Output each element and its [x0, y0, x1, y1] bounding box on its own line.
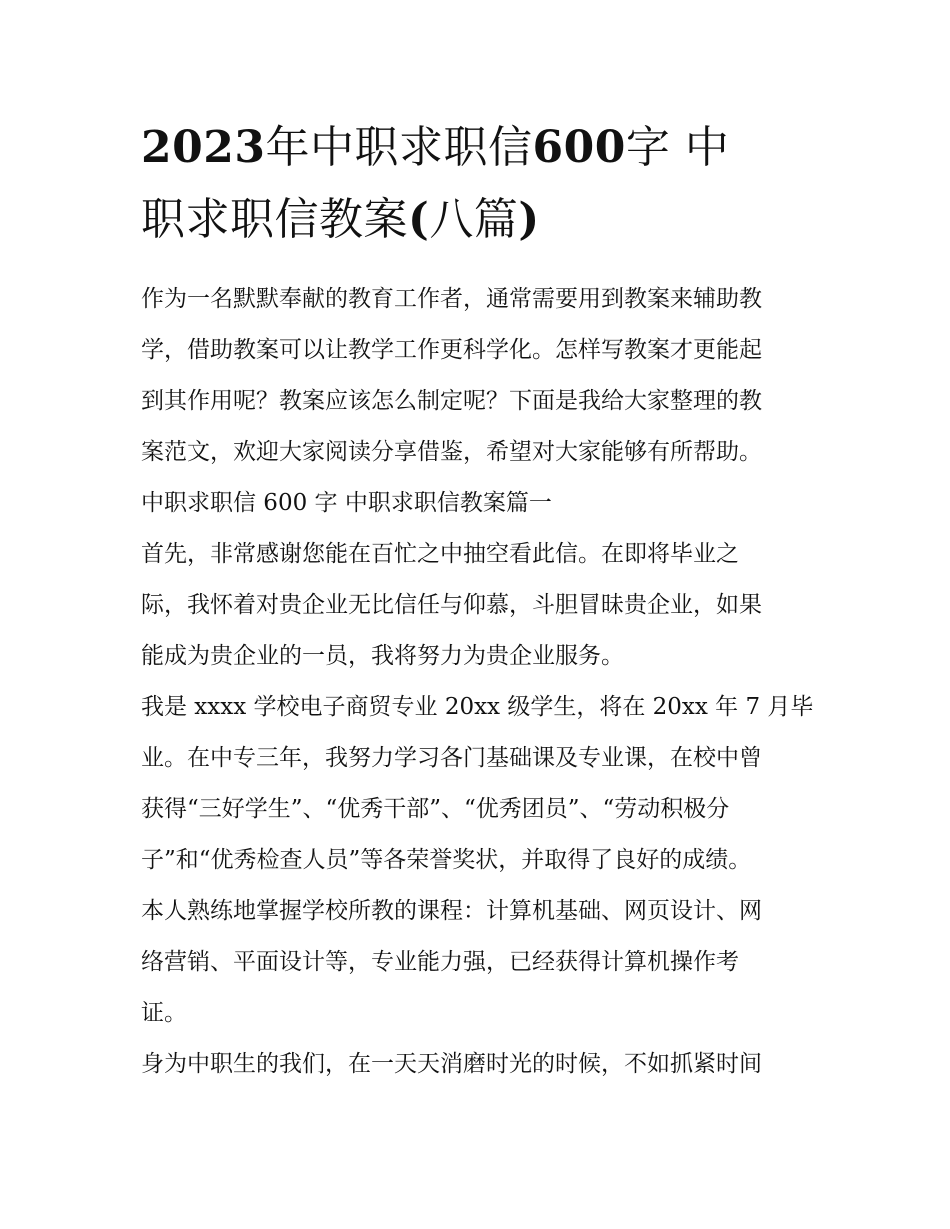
title-paren-open: (: [408, 194, 430, 245]
paragraph-opening: [141, 529, 813, 682]
document-content: [141, 112, 813, 1090]
title-text: 年中职求职信: [265, 122, 533, 173]
title-number: 600: [532, 122, 626, 173]
section-heading: [141, 478, 813, 529]
paragraph-intro: [141, 274, 813, 478]
text-line: 到其作用呢？教案应该怎么制定呢？下面是我给大家整理的教: [141, 388, 762, 414]
text-line: 中职求职信 600 字 中职求职信教案篇一: [141, 490, 552, 516]
title-text: 职求职信教案: [141, 194, 408, 245]
text-line: 证。: [141, 1000, 187, 1026]
text-line: 学，借助教案可以让教学工作更科学化。怎样写教案才更能起: [141, 337, 762, 363]
paragraph-background: [141, 682, 813, 886]
title-text: 八篇: [429, 194, 519, 245]
text-line: 获得“三好学生”、“优秀干部”、“优秀团员”、“劳动积极分: [141, 796, 730, 822]
text-line: 能成为贵企业的一员，我将努力为贵企业服务。: [141, 643, 624, 669]
text-line: 作为一名默默奉献的教育工作者，通常需要用到教案来辅助教: [141, 286, 762, 312]
text-line: 络营销、平面设计等，专业能力强，已经获得计算机操作考: [141, 949, 739, 975]
text-line: 案范文，欢迎大家阅读分享借鉴，希望对大家能够有所帮助。: [141, 439, 762, 465]
title-year: 2023: [141, 122, 266, 173]
paragraph-skills: [141, 886, 813, 1039]
document-title: [141, 112, 813, 256]
title-text: 字 中: [625, 122, 730, 173]
document-body: [141, 274, 813, 1090]
title-paren-close: ): [518, 194, 540, 245]
text-line: 子”和“优秀检查人员”等各荣誉奖状，并取得了良好的成绩。: [141, 847, 752, 873]
title-line: [141, 112, 813, 184]
paragraph-closing: [141, 1039, 813, 1090]
text-line: 身为中职生的我们，在一天天消磨时光的时候，不如抓紧时间: [141, 1051, 762, 1077]
text-line: 本人熟练地掌握学校所教的课程：计算机基础、网页设计、网: [141, 898, 762, 924]
text-line: 我是 xxxx 学校电子商贸专业 20xx 级学生，将在 20xx 年 7 月毕: [141, 694, 814, 720]
title-line: [141, 184, 813, 256]
text-line: 际，我怀着对贵企业无比信任与仰慕，斗胆冒昧贵企业，如果: [141, 592, 762, 618]
text-line: 首先，非常感谢您能在百忙之中抽空看此信。在即将毕业之: [141, 541, 739, 567]
text-line: 业。在中专三年，我努力学习各门基础课及专业课，在校中曾: [141, 745, 762, 771]
